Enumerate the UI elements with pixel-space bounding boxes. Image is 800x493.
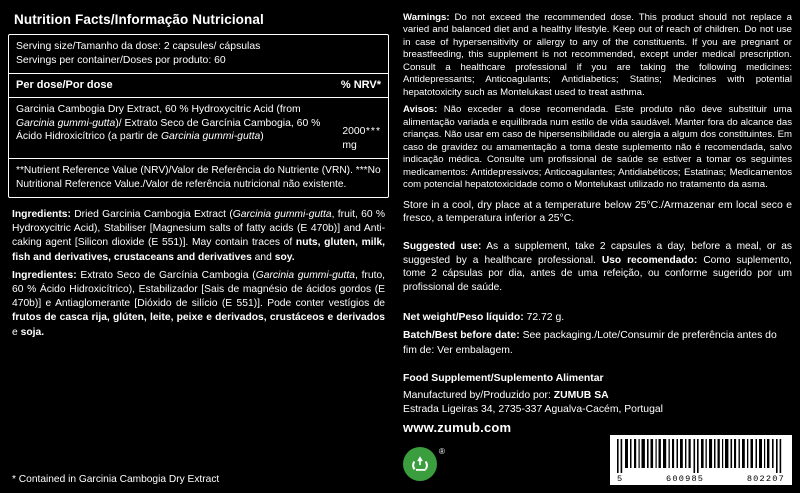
suggested-use-label-en: Suggested use: [403, 241, 482, 253]
storage-instructions: Store in a cool, dry place at a temperature below 25°C./Armazenar em local seco e fresco, a temperatura inferior a 25°C. [403, 199, 792, 225]
batch-label: Batch/Best before date: [403, 330, 520, 342]
net-weight-line [403, 310, 792, 325]
column-header-per-dose: Per dose/Por dose [16, 79, 113, 92]
manufacturer-label: Manufactured by/Produzido por: [403, 389, 551, 401]
left-column [8, 10, 395, 487]
barcode-left-digit: 5 [617, 474, 624, 484]
barcode-digits [615, 473, 787, 484]
ingredient-nrv: *** [365, 125, 382, 137]
barcode-group-2: 802207 [746, 474, 785, 484]
suggested-use-section [403, 240, 792, 294]
suggested-use-label-pt: Uso recomendado: [601, 254, 698, 266]
nutrition-facts-title: Nutrition Facts/Informação Nutricional [14, 12, 264, 27]
manufacturer-section [403, 389, 792, 418]
supplement-type: Food Supplement/Suplemento Alimentar [403, 372, 604, 384]
warnings-pt: Avisos: Não exceder a dose recomendada. Este produto não deve substituir uma alimentação variada e equilibrada num estilo de vida saudável. Manter fora do alcance das crianças. Não usar em caso de hipersensibilidade ou alergia a algum dos constituintes. Em caso de gravidez ou amamentação a toma deste suplemento não é recomendada, salvo indicação médica. Consulte um profissional de saúde se estiver a tomar os seguintes medicamentos: Antidepressivos; Anticoagulantes; Antidiabéticos; Estatinas; Medicamentos com potencial hepatotoxicidade como o Montelukast utilizado no tratamento da asma. [403, 104, 792, 191]
manufacturer-company: ZUMUB SA [553, 389, 609, 401]
label-footer [403, 435, 792, 487]
ingredients-pt: Ingredientes: Extrato Seco de Garcínia Cambogia (Garcinia gummi-gutta, fruto, 60 % Ácido Hidroxicítrico), Estabilizador [Sais de magnésio de ácidos gordos (E 470b)] e Antiaglomerante [Dióxido de silício (E 551)]. Pode conter vestígios de frutos de casca rija, glúten, leite, peixe e derivados, crustáceos e derivados e soja. [12, 269, 386, 338]
barcode [610, 435, 792, 485]
manufacturer-line [403, 389, 792, 404]
manufacturer-address: Estrada Ligeiras 34, 2735-337 Agualva-Cacém, Portugal [403, 404, 663, 416]
registered-mark: ® [439, 447, 445, 456]
serving-size: Serving size/Tamanho da dose: 2 capsules/ cápsulas [16, 41, 261, 52]
batch-value: See packaging./Lote/Consumir de preferência antes do fim de: Ver embalagem. [403, 330, 777, 357]
ingredients-section [12, 208, 385, 344]
column-header-nrv: % NRV* [340, 79, 382, 92]
serving-info [9, 35, 388, 73]
nrv-footnote: **Nutrient Reference Value (NRV)/Valor de Referência do Nutriente (VRN). ***No Nutritional Reference Value./Valor de referência nutricional não existente. [16, 165, 381, 190]
warnings-section [403, 12, 792, 197]
ingredient-name: Garcinia Cambogia Dry Extract, 60 % Hydroxycitric Acid (from Garcinia gummi-gutta)/ Extrato Seco de Garcínia Cambogia, 60 % Ácido Hidroxicítrico (a partir de Garcinia gummi-gutta) [16, 103, 321, 143]
net-weight-section [403, 310, 792, 361]
ingredients-en: Ingredients: Dried Garcinia Cambogia Extract (Garcinia gummi-gutta, fruit, 60 % Hydroxycitric Acid), Stabiliser [Magnesium salts of fatty acids (E 470b)] and Anti-caking agent [Silicon dioxide (E 551)]. May contain traces of nuts, gluten, milk, fish and derivatives, crustaceans and derivatives and soy. [12, 208, 386, 263]
servings-per-container: Servings per container/Doses por produto: 60 [16, 54, 226, 66]
right-column [395, 10, 792, 487]
net-weight-value: 72.72 g. [526, 312, 565, 324]
nutrition-facts-table [8, 34, 389, 198]
barcode-group-1: 600985 [666, 474, 705, 484]
suggested-use-pt: Como suplemento, tome 2 cápsulas por dia, antes de uma refeição, ou conforme sugerido por um profissional de saúde. [403, 254, 792, 293]
recycle-icon-group [403, 447, 445, 485]
website: www.zumub.com [403, 419, 512, 435]
suggested-use-en: As a supplement, take 2 capsules a day, before a meal, or as suggested by a healthcare professional. [403, 241, 792, 266]
recycle-icon [403, 447, 437, 481]
barcode-bars [615, 439, 787, 473]
warnings-en: Warnings: Do not exceed the recommended dose. This product should not replace a varied and balanced diet and a healthy lifestyle. Keep out of reach of children. Do not use in case of hypersensitivity or allergy to any of the constituents. If you are pregnant or breastfeeding, this supplement is not recommended, except under medical prescription. Consult a healthcare professional if you are taking the following medicines: Antidepressants; Anticoagulants; Antidiabetics; Statins; Medicines with potential hepatotoxicity such as Montelukast used to treat asthma. [403, 12, 792, 98]
batch-line [403, 328, 792, 358]
star-footnote: * Contained in Garcinia Cambogia Dry Extract [12, 474, 220, 485]
table-header-row [9, 74, 388, 97]
net-weight-label: Net weight/Peso líquido: [403, 312, 524, 324]
ingredient-amount: 2000 mg [342, 125, 366, 151]
table-row [9, 98, 388, 158]
